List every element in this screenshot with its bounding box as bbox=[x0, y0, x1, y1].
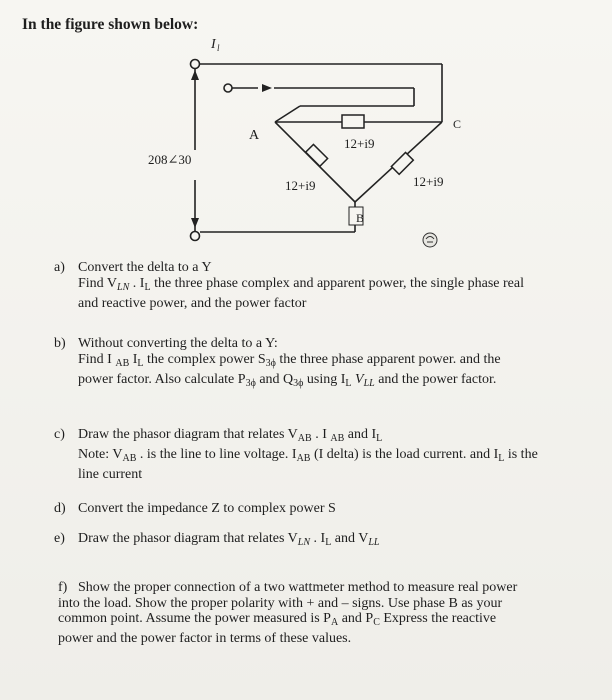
rotate-hand-icon bbox=[423, 233, 437, 247]
question-a-line1: Convert the delta to a Y bbox=[78, 260, 212, 275]
question-c bbox=[54, 427, 538, 483]
qc-l2-b: . is the line to line voltage. I bbox=[136, 447, 297, 462]
qb-l3-e: and the power factor. bbox=[374, 372, 497, 387]
impedance-left bbox=[306, 144, 328, 166]
qb-sub-ab: AB bbox=[115, 358, 130, 369]
question-a-line2: Find V bbox=[78, 276, 118, 291]
qf-l3-b: and P bbox=[338, 611, 374, 626]
qc-l1-sub2: AB bbox=[330, 433, 345, 444]
question-c-mark: c) bbox=[54, 427, 65, 442]
qc-l1-c: and I bbox=[344, 427, 377, 442]
page-heading: In the figure shown below: bbox=[22, 16, 199, 33]
source-voltage-label: 208∠30 bbox=[148, 152, 192, 167]
current-label: I bbox=[211, 37, 216, 52]
impedance-right bbox=[391, 152, 413, 174]
qc-l2-a: Note: V bbox=[78, 447, 123, 462]
qe-sub2: L bbox=[325, 537, 332, 548]
question-a-line2-b: the three phase complex and apparent power, the single phase real bbox=[150, 276, 524, 291]
question-d-mark: d) bbox=[54, 501, 66, 516]
qc-l1-sub1: AB bbox=[297, 433, 312, 444]
qb-l3-sub3: L bbox=[345, 378, 352, 389]
qc-l1-sub3: L bbox=[376, 433, 383, 444]
question-e bbox=[54, 531, 380, 551]
qe-b: . I bbox=[310, 531, 326, 546]
question-a bbox=[54, 260, 524, 312]
z-top-label: 12+i9 bbox=[344, 136, 375, 151]
qc-l2-sub1: AB bbox=[122, 453, 137, 464]
question-d-text: Convert the impedance Z to complex power S bbox=[78, 501, 336, 516]
node-c-label: C bbox=[453, 117, 462, 131]
qc-l2-c: (I delta) is the load current. and I bbox=[310, 447, 499, 462]
qc-l2-sub2: AB bbox=[296, 453, 311, 464]
qb-sub-3phi: 3ϕ bbox=[265, 358, 276, 369]
terminal-top bbox=[191, 60, 200, 69]
qe-a: Draw the phasor diagram that relates V bbox=[78, 531, 298, 546]
question-f-line4: power and the power factor in terms of these values. bbox=[58, 630, 352, 646]
question-b-line1: Without converting the delta to a Y: bbox=[78, 336, 278, 351]
qc-l1-b: . I bbox=[311, 427, 331, 442]
qb-l3-sub1: 3ϕ bbox=[245, 378, 256, 389]
qb-l2-a: Find I bbox=[78, 352, 116, 367]
qc-l2-sub3: L bbox=[498, 453, 505, 464]
question-b bbox=[54, 336, 501, 392]
current-arrow-up bbox=[191, 70, 199, 80]
sub-l: L bbox=[144, 282, 151, 293]
current-label-sub: l bbox=[217, 43, 220, 53]
z-left-label: 12+i9 bbox=[285, 178, 316, 193]
question-f-line2: into the load. Show the proper polarity with + and – signs. Use phase B as your bbox=[58, 595, 503, 611]
question-a-mark: a) bbox=[54, 260, 65, 275]
node-a-join bbox=[275, 106, 300, 122]
terminal-bottom bbox=[191, 232, 200, 241]
qb-l3-b: and Q bbox=[255, 372, 294, 387]
question-d bbox=[54, 501, 336, 517]
question-a-line2-a: . I bbox=[129, 276, 145, 291]
qb-l2-d: the three phase apparent power. and the bbox=[275, 352, 501, 367]
terminal-a bbox=[224, 84, 232, 92]
qb-l3-d: V bbox=[351, 372, 364, 387]
question-a-line3: and reactive power, and the power factor bbox=[78, 296, 307, 311]
qe-sub3: LL bbox=[368, 537, 380, 548]
qf-l3-sub1: A bbox=[330, 617, 339, 628]
qb-l3-sub4: LL bbox=[363, 378, 375, 389]
question-e-mark: e) bbox=[54, 531, 65, 546]
qc-l1-a: Draw the phasor diagram that relates V bbox=[78, 427, 298, 442]
qf-l3-a: common point. Assume the power measured is P bbox=[58, 611, 331, 626]
impedance-top bbox=[342, 115, 364, 128]
qb-l2-c: the complex power S bbox=[143, 352, 266, 367]
question-f bbox=[58, 580, 517, 646]
source-arrow-down bbox=[191, 218, 199, 228]
qe-sub1: LN bbox=[297, 537, 311, 548]
node-b-label: B bbox=[356, 211, 365, 225]
qc-l2-d: is the bbox=[504, 447, 538, 462]
qf-l3-sub2: C bbox=[373, 617, 380, 628]
delta-circuit-diagram bbox=[0, 0, 612, 260]
question-f-line1: Show the proper connection of a two wattmeter method to measure real power bbox=[78, 580, 518, 595]
question-b-mark: b) bbox=[54, 336, 66, 351]
z-right-label: 12+i9 bbox=[413, 174, 444, 189]
qe-c: and V bbox=[331, 531, 369, 546]
qf-l3-c: Express the reactive bbox=[379, 611, 497, 626]
line-a-arrow bbox=[262, 84, 272, 92]
question-f-mark: f) bbox=[58, 580, 68, 595]
qb-l3-c: using I bbox=[303, 372, 346, 387]
question-c-line3: line current bbox=[78, 467, 143, 482]
qb-l3-sub2: 3ϕ bbox=[293, 378, 304, 389]
sub-ln: LN bbox=[117, 282, 130, 293]
qb-l2-b: I bbox=[129, 352, 138, 367]
node-a-label: A bbox=[249, 128, 260, 143]
qb-sub-l: L bbox=[137, 358, 144, 369]
qb-l3-a: power factor. Also calculate P bbox=[78, 372, 246, 387]
